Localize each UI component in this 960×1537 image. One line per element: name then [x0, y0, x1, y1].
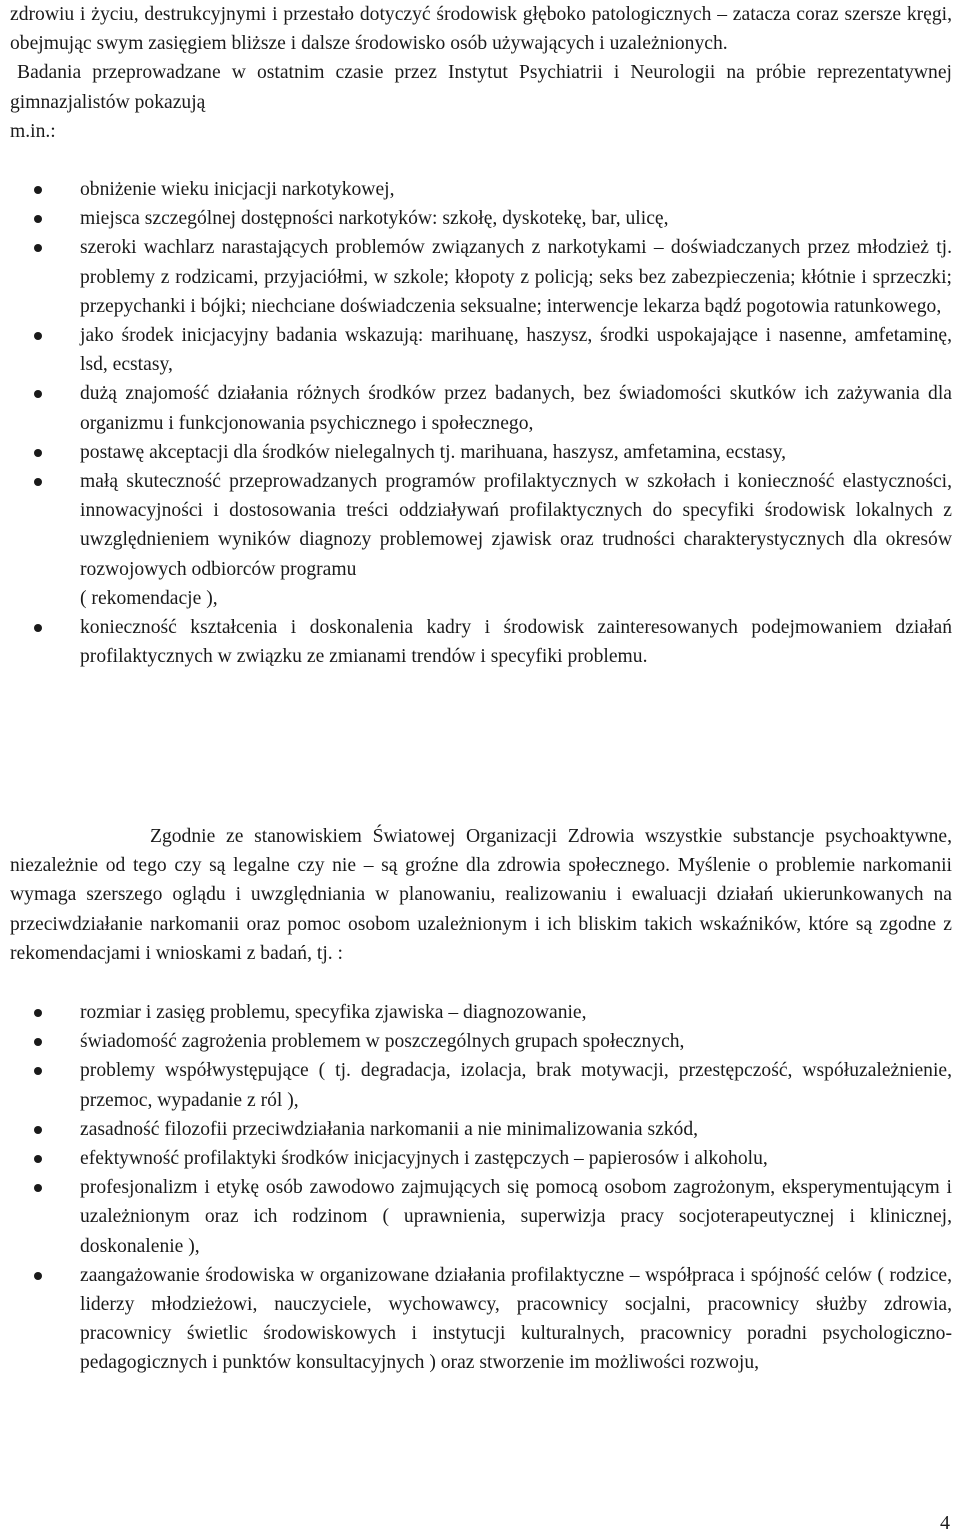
- list-item-text: miejsca szczególnej dostępności narkotyków: szkołę, dyskotekę, bar, ulicę,: [80, 208, 669, 230]
- list-item: [10, 1056, 952, 1114]
- list-item: [10, 1261, 952, 1378]
- intro-block: [10, 0, 952, 146]
- bullet-icon: [34, 186, 42, 194]
- list-item-text: zaangażowanie środowiska w organizowane działania profilaktyczne – współpraca i spójność celów ( rodzice, liderzy młodzieżowi, nauczyciele, wychowawcy, pracownicy socjalni, pracownicy służby zdrowia, pracownicy świetlic środowiskowych i instytucji kulturalnych, pracownicy poradni psychologiczno-pedagogicznych i punktów konsultacyjnych ) oraz stworzenie im możliwości rozwoju,: [80, 1264, 952, 1374]
- list-item-text: ( rekomendacje ),: [80, 587, 218, 609]
- list-item: [10, 1027, 952, 1056]
- bullet-icon: [34, 1272, 42, 1280]
- indicators-block: [10, 998, 952, 1378]
- list-item-text: profesjonalizm i etykę osób zawodowo zajmujących się pomocą osobom zagrożonym, eksperymentującym i uzależnionym oraz ich rodzinom ( uprawnienia, superwizja pracy socjoterapeutycznej i klinicznej, doskonalenie ),: [80, 1177, 952, 1257]
- page-number: 4: [940, 1512, 950, 1534]
- list-item: [10, 1173, 952, 1261]
- bullet-icon: [34, 1009, 42, 1017]
- bullet-icon: [34, 244, 42, 252]
- list-item: [10, 204, 952, 233]
- list-item: [10, 321, 952, 379]
- list-item-text: konieczność kształcenia i doskonalenia kadry i środowisk zainteresowanych podejmowaniem działań profilaktycznych w związku ze zmianami trendów i specyfiki problemu.: [80, 617, 952, 668]
- bullet-icon: [34, 449, 42, 457]
- bullet-icon: [34, 332, 42, 340]
- research-intro-paragraph: Badania przeprowadzane w ostatnim czasie przez Instytut Psychiatrii i Neurologii na próbie reprezentatywnej gimnazjalistów pokazują: [10, 62, 952, 113]
- list-item-text: obniżenie wieku inicjacji narkotykowej,: [80, 179, 395, 200]
- list-item-text: zasadność filozofii przeciwdziałania narkomanii a nie minimalizowania szkód,: [80, 1118, 699, 1140]
- list-item: [10, 613, 952, 671]
- research-intro-tail: m.in.:: [10, 120, 56, 142]
- list-item: [10, 467, 952, 613]
- bullet-icon: [34, 1067, 42, 1075]
- bullet-icon: [34, 624, 42, 632]
- list-item: [10, 233, 952, 321]
- list-item: [10, 379, 952, 437]
- list-item: [10, 1115, 952, 1144]
- list-item-text: świadomość zagrożenia problemem w poszczególnych grupach społecznych,: [80, 1031, 685, 1053]
- bullet-icon: [34, 215, 42, 223]
- bullet-icon: [34, 1126, 42, 1134]
- who-paragraph: Zgodnie ze stanowiskiem Światowej Organizacji Zdrowia wszystkie substancje psychoaktywne, niezależnie od tego czy są legalne czy nie – są groźne dla zdrowia społecznego. Myślenie o problemie narkomanii wymaga szerszego oglądu i uwzględniania w planowaniu, realizowaniu i ewaluacji działań ukierunkowanych na przeciwdziałanie narkomanii oraz pomoc osobom uzależnionym i ich bliskim takich wskaźników, które są zgodne z rekomendacjami i wnioskami z badań, tj. :: [10, 826, 952, 964]
- intro-continuation-paragraph: zdrowiu i życiu, destrukcyjnymi i przestało dotyczyć środowisk głęboko patologicznych – zatacza coraz szersze kręgi, obejmując swym zasięgiem bliższe i dalsze środowisko osób używających i uzależnionych.: [10, 4, 952, 55]
- list-item-text: dużą znajomość działania różnych środków przez badanych, bez świadomości skutków ich zażywania dla organizmu i funkcjonowania psychicznego i społecznego,: [80, 383, 952, 434]
- who-block: [10, 822, 952, 968]
- list-item-text: efektywność profilaktyki środków inicjacyjnych i zastępczych – papierosów i alkoholu,: [80, 1148, 768, 1170]
- findings-block: [10, 175, 952, 671]
- bullet-icon: [34, 1038, 42, 1046]
- list-item: [10, 175, 952, 204]
- bullet-icon: [34, 1155, 42, 1163]
- bullet-icon: [34, 478, 42, 486]
- list-item-text: jako środek inicjacyjny badania wskazują: marihuanę, haszysz, środki uspokajające i nasenne, amfetaminę, lsd, ecstasy,: [80, 325, 952, 376]
- list-item: [10, 438, 952, 467]
- list-item-text: szeroki wachlarz narastających problemów związanych z narkotykami – doświadczanych przez młodzież tj. problemy z rodzicami, przyjaciółmi, w szkole; kłopoty z policją; seks bez zabezpieczenia; kłótnie i sprzeczki; przepychanki i bójki; niechciane doświadczenia seksualne; interwencje lekarza bądź pogotowia ratunkowego,: [80, 237, 952, 317]
- bullet-icon: [34, 390, 42, 398]
- indicators-list: [10, 998, 952, 1378]
- list-item-text: rozmiar i zasięg problemu, specyfika zjawiska – diagnozowanie,: [80, 1002, 587, 1023]
- list-item: [10, 1144, 952, 1173]
- list-item-text: postawę akceptacji dla środków nielegalnych tj. marihuana, haszysz, amfetamina, ecstasy,: [80, 441, 787, 463]
- list-item-text: problemy współwystępujące ( tj. degradacja, izolacja, brak motywacji, przestępczość, współuzależnienie, przemoc, wypadanie z ról ),: [80, 1060, 952, 1111]
- findings-list: [10, 175, 952, 671]
- list-item: [10, 998, 952, 1027]
- list-item-text: małą skuteczność przeprowadzanych programów profilaktycznych w szkołach i konieczność elastyczności, innowacyjności i dostosowania treści oddziaływań profilaktycznych do specyfiki środowisk lokalnych z uwzględnieniem wyników diagnozy problemowej zjawisk oraz trudności charakterystycznych dla okresów rozwojowych odbiorców programu: [80, 471, 952, 580]
- bullet-icon: [34, 1184, 42, 1192]
